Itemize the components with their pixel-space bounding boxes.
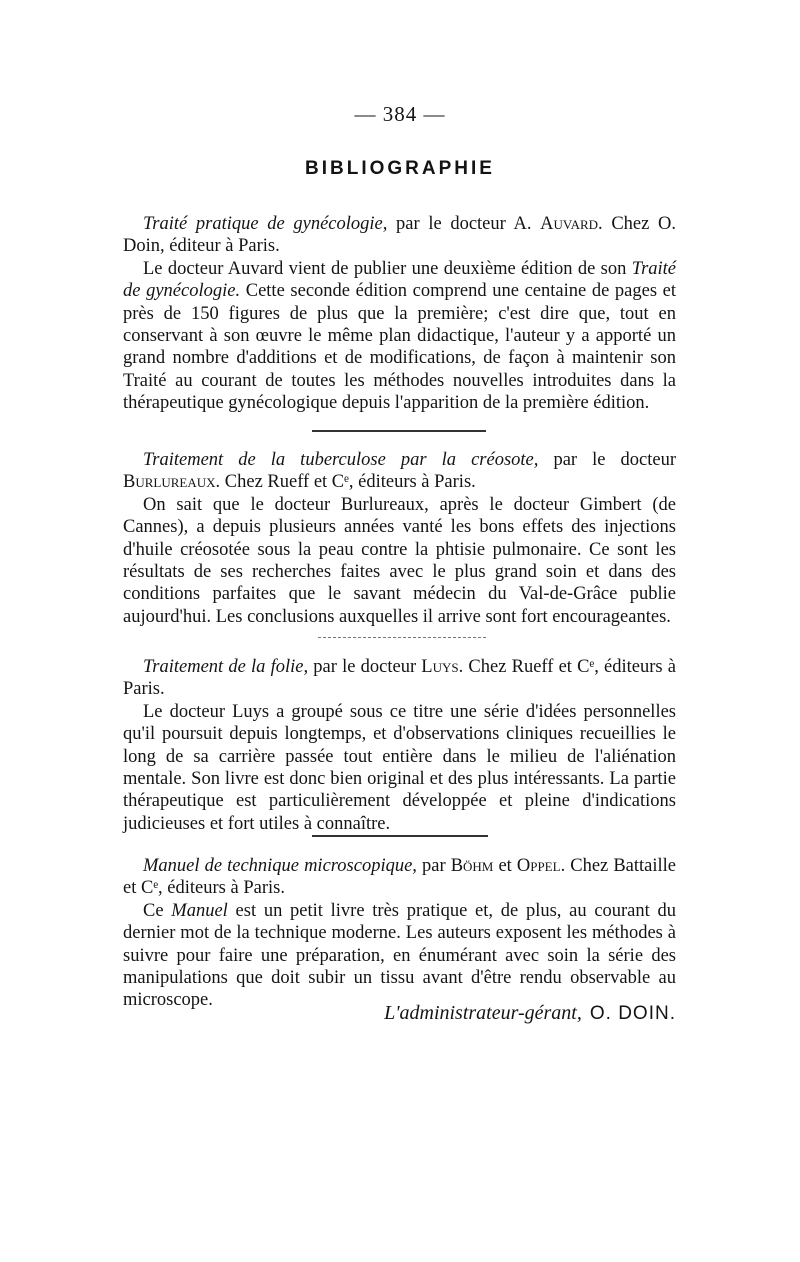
- book-title: Traitement de la tuberculose par la créosote,: [143, 450, 539, 470]
- signature-name: O. DOIN.: [589, 1003, 676, 1024]
- book-title: Traitement de la folie,: [143, 657, 309, 677]
- entry-auvard: [123, 213, 676, 415]
- entry-citation: Manuel de technique microscopique, par Böhm et Oppel. Chez Battaille et Cᵉ, éditeurs à Paris.: [123, 856, 676, 899]
- entry-citation: Traitement de la tuberculose par la créosote, par le docteur Burlureaux. Chez Rueff et Cᵉ, éditeurs à Paris.: [123, 450, 676, 493]
- section-heading: BIBLIOGRAPHIE: [305, 158, 495, 179]
- entry-review: Ce Manuel est un petit livre très pratique et, de plus, au courant du dernier mot de la technique moderne. Les auteurs exposent les méthodes à suivre pour faire une préparation, en énumérant avec soin la série des manipulations que doit subir un tissu avant d'être rendu observable au microscope.: [123, 900, 677, 1011]
- author-name: Burlureaux: [123, 472, 216, 493]
- entry-citation: Traitement de la folie, par le docteur Luys. Chez Rueff et Cᵉ, éditeurs à Paris.: [123, 657, 676, 700]
- entry-review: Le docteur Auvard vient de publier une deuxième édition de son Traité de gynécologie. Cette seconde édition comprend une centaine de pages et près de 150 figures de plus que la première; c'est dire que, tout en conservant à son œuvre le même plan didactique, l'auteur y a apporté un grand nombre d'additions et de modifications, de façon à maintenir son Traité au courant de toutes les méthodes nouvelles introduites dans la thérapeutique gynécologique depuis l'apparition de la première édition.: [123, 258, 677, 414]
- entry-citation: Traité pratique de gynécologie, par le docteur A. Auvard. Chez O. Doin, éditeur à Paris.: [123, 214, 676, 257]
- signature-role: L'administrateur-gérant,: [384, 1002, 582, 1024]
- book-title: Traité pratique de gynécologie,: [143, 214, 388, 234]
- signature: [0, 1002, 676, 1025]
- entry-bohm-oppel: [123, 855, 676, 1012]
- author-name: Oppel: [516, 856, 561, 876]
- entry-luys: [123, 656, 676, 835]
- author-name: Böhm: [450, 856, 494, 876]
- divider: [318, 637, 486, 638]
- divider: [312, 430, 486, 432]
- author-name: Luys: [421, 657, 459, 677]
- divider: [312, 835, 488, 837]
- entry-burlureaux: [123, 449, 676, 628]
- book-title: Manuel de technique microscopique,: [143, 856, 417, 876]
- page-number: — 384 —: [354, 102, 446, 126]
- author-name: Auvard: [540, 214, 599, 234]
- entry-review: On sait que le docteur Burlureaux, après le docteur Gimbert (de Cannes), a depuis plusieurs années vanté les bons effets des injections d'huile créosotée sous la peau contre la phtisie pulmonaire. Ce sont les résultats de ses recherches faites avec le plus grand soin et dans des conditions parfaites que le savant médecin du Val-de-Grâce publie aujourd'hui. Les conclusions auxquelles il arrive sont fort encourageantes.: [123, 494, 676, 627]
- entry-review: Le docteur Luys a groupé sous ce titre une série d'idées personnelles qu'il poursuit depuis longtemps, et d'observations cliniques recueillies le long de sa carrière passée tout entière dans le milieu de l'aliénation mentale. Son livre est donc bien original et des plus intéressants. La partie thérapeutique est particulièrement développée et pleine d'indications judicieuses et fort utiles à connaître.: [123, 701, 676, 834]
